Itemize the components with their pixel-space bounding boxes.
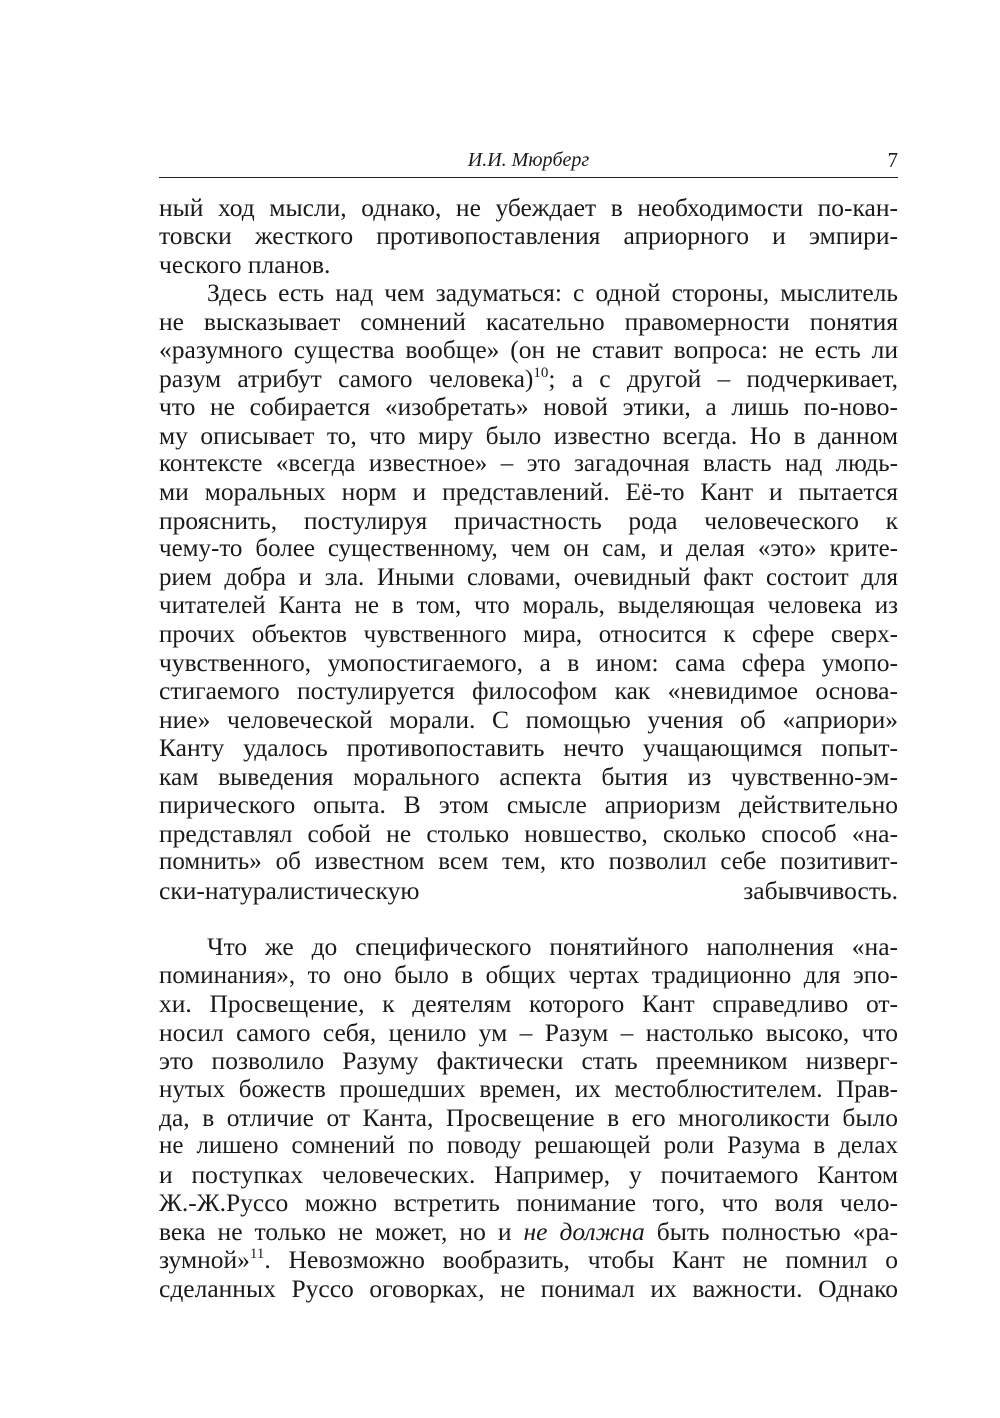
text-fragment: быть полностью «ра-: [644, 1216, 898, 1246]
text-line: не высказывает сомнений касательно правомерности понятия: [159, 306, 898, 336]
text-line: [159, 1218, 898, 1246]
paragraph: [159, 194, 898, 279]
page-number: 7: [887, 148, 898, 172]
text-line: помнить» об известном всем тем, кто позволил себе позитивит-: [159, 848, 898, 876]
text-line: Ж.-Ж.Руссо можно встретить понимание того, что воля чело-: [159, 1188, 898, 1218]
text-fragment: ; а с другой – подчеркивает,: [548, 363, 898, 393]
text-line: товски жесткого противопоставления априорного и эмпири-: [159, 221, 898, 251]
text-line: чувственного, умопостигаемого, а в ином: сама сфера умопо-: [159, 648, 898, 677]
text-fragment: . Невозможно вообразить, чтобы Кант не помнил о: [264, 1245, 898, 1275]
text-line: прочих объектов чувственного мира, относится к сфере сверх-: [159, 620, 898, 648]
text-line: Что же до специфического понятийного наполнения «на-: [207, 932, 898, 962]
text-line: прояснить, постулируя причастность рода человеческого к: [159, 505, 898, 535]
running-title: И.И. Мюрберг: [467, 149, 590, 171]
text-fragment: века не только не может, но и: [159, 1216, 524, 1246]
text-line: рием добра и зла. Иными словами, очевидный факт состоит для: [159, 563, 898, 591]
text-line: чему-то более существенному, чем он сам, и делая «это» крите-: [159, 535, 898, 563]
emphasis-text: не должна: [523, 1216, 645, 1246]
text-line: ми моральных норм и представлений. Её-то Кант и пытается: [159, 477, 898, 507]
text-line: ски-натуралистическую забывчивость.: [159, 875, 898, 905]
text-line: контексте «всегда известное» – это загадочная власть над людь-: [159, 449, 898, 477]
text-line: Канту удалось противопоставить нечто учащающимся попыт-: [159, 733, 898, 763]
text-fragment: разум атрибут самого человека): [159, 363, 534, 393]
text-line: читателей Канта не в том, что мораль, выделяющая человека из: [159, 592, 898, 620]
text-line: ческого планов.: [159, 249, 331, 279]
footnote-marker: 10: [533, 364, 549, 381]
paragraph: [159, 279, 898, 933]
text-line: хи. Просвещение, к деятелям которого Кант справедливо от-: [159, 989, 898, 1019]
text-line: [159, 905, 898, 933]
text-line: ние» человеческой морали. С помощью учения об «априори»: [159, 704, 898, 734]
text-line: что не собирается «изобретать» новой этики, а лишь по-ново-: [159, 392, 898, 422]
text-line: да, в отличие от Канта, Просвещение в его многоликости было: [159, 1103, 898, 1132]
text-line: носил самого себя, ценило ум – Разум – настолько высоко, что: [159, 1017, 898, 1047]
text-line: не лишено сомнений по поводу решающей роли Разума в делах: [159, 1132, 898, 1160]
text-line: стигаемого постулируется философом как «невидимое основа-: [159, 676, 898, 706]
text-line: [159, 365, 898, 393]
text-line: это позволило Разуму фактически стать преемником низверг-: [159, 1046, 898, 1076]
text-line: сделанных Руссо оговорках, не понимал их важности. Однако: [159, 1273, 898, 1303]
text-line: кам выведения морального аспекта бытия из чувственно-эм-: [159, 761, 898, 791]
text-line: представлял собой не столько новшество, сколько способ «на-: [159, 818, 898, 848]
body-text: [159, 194, 898, 1303]
text-fragment: зумной»: [159, 1245, 250, 1275]
footnote-marker: 11: [249, 1246, 265, 1263]
paragraph: [159, 933, 898, 1303]
running-header: [159, 147, 898, 178]
text-line: [159, 1246, 898, 1274]
text-line: пирического опыта. В этом смысле априоризм действительно: [159, 790, 898, 820]
text-line: и поступках человеческих. Например, у почитаемого Кантом: [159, 1159, 898, 1189]
text-line: му описывает то, что миру было известно всегда. Но в данном: [159, 420, 898, 450]
text-line: ный ход мысли, однако, не убеждает в необходимости по-кан-: [159, 193, 898, 222]
text-line: нутых божеств прошедших времен, их местоблюстителем. Прав-: [159, 1075, 898, 1103]
text-line: поминания», то оно было в общих чертах традиционно для эпо-: [159, 961, 898, 989]
text-line: Здесь есть над чем задуматься: с одной стороны, мыслитель: [207, 278, 898, 308]
text-line: «разумного существа вообще» (он не ставит вопроса: не есть ли: [159, 335, 898, 365]
